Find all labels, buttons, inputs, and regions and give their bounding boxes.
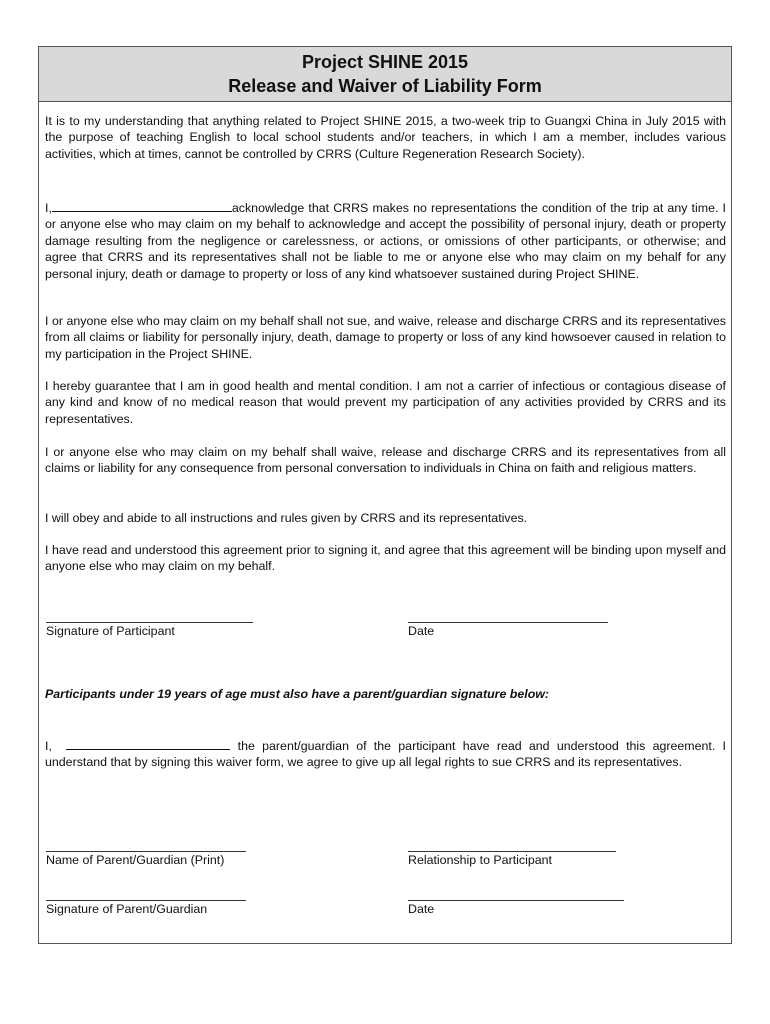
relationship-label: Relationship to Participant — [408, 853, 552, 867]
health-paragraph: I hereby guarantee that I am in good health and mental condition. I am not a carrier of infectious or contagious disease of any kind and know of no medical reason that would prevent my participation of any activities provided by CRRS and its representatives. — [45, 379, 726, 426]
guardian-paragraph — [45, 737, 726, 771]
participant-signature-label: Signature of Participant — [46, 624, 175, 638]
obey-paragraph: I will obey and abide to all instructions and rules given by CRRS and its representatives. — [45, 511, 528, 525]
faith-paragraph: I or anyone else who may claim on my behalf shall waive, release and discharge CRRS and its representatives from all claims or liability for any consequence from personal conversation to individuals in China on faith and religious matters. — [45, 445, 726, 476]
participant-date-label: Date — [408, 624, 435, 638]
minor-note: Participants under 19 years of age must also have a parent/guardian signature below: — [45, 687, 550, 701]
agreement-paragraph: I have read and understood this agreement prior to signing it, and agree that this agreement will be binding upon myself and anyone else who may claim on my behalf. — [45, 543, 726, 574]
guardian-name-label: Name of Parent/Guardian (Print) — [46, 853, 225, 867]
guardian-date-line[interactable] — [408, 900, 624, 901]
guardian-prefix: I, — [45, 739, 52, 753]
guardian-text: the parent/guardian of the participant have read and understood this agreement. I understand that by signing this waiver form, we agree to give up all legal rights to sue CRRS and its representatives. — [45, 739, 726, 770]
guardian-name-blank[interactable] — [66, 737, 230, 750]
guardian-date-label: Date — [408, 902, 435, 916]
form-header — [39, 47, 731, 102]
participant-name-blank[interactable] — [52, 199, 232, 212]
waiver-form — [38, 46, 732, 944]
understanding-paragraph: It is to my understanding that anything related to Project SHINE 2015, a two-week trip to Guangxi China in July 2015 with the purpose of teaching English to local school students and/or teachers, in which I am a member, includes various activities, which at times, cannot be controlled by CRRS (Culture Regeneration Research Society). — [45, 114, 726, 161]
acknowledge-text: acknowledge that CRRS makes no representations the condition of the trip at any time. I or anyone else who may claim on my behalf to acknowledge and accept the possibility of personal injury, death or property damage resulting from the negligence or carelessness, or actions, or omissions of other participants, or otherwise; and agree that CRRS and its representatives shall not be liable to me or anyone else who may claim on my behalf for any personal injury, death or damage to property or loss of any kind whatsoever sustained during Project SHINE. — [45, 201, 726, 281]
acknowledge-prefix: I, — [45, 201, 52, 215]
no-sue-paragraph: I or anyone else who may claim on my behalf shall not sue, and waive, release and discharge CRRS and its representatives from all claims or liability for personally injury, death, damage to property or loss of any kind howsoever caused in relation to my participation in the Project SHINE. — [45, 314, 726, 361]
form-title: Project SHINE 2015 — [301, 52, 469, 72]
guardian-signature-label: Signature of Parent/Guardian — [46, 902, 208, 916]
participant-date-line[interactable] — [408, 622, 608, 623]
form-subtitle: Release and Waiver of Liability Form — [228, 76, 542, 96]
acknowledge-paragraph — [45, 199, 726, 282]
